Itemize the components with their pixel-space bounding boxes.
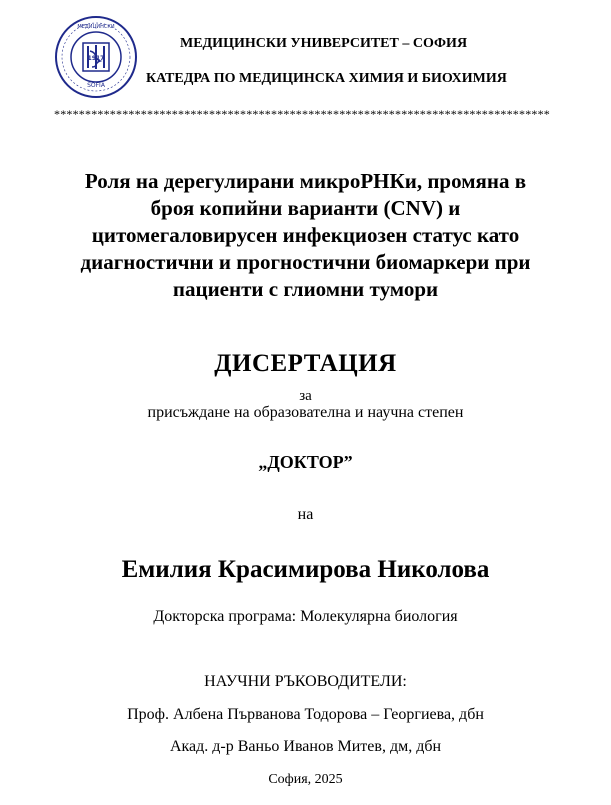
title-line: диагностични и прогностични биомаркери при — [80, 250, 531, 274]
for-text: за — [299, 388, 312, 404]
thesis-heading: ДИСЕРТАЦИЯ — [214, 350, 397, 377]
title-line: цитомегаловирусен инфекциозен статус като — [91, 223, 520, 247]
supervisor-item: Проф. Албена Първанова Тодорова – Георгиева, дбн — [127, 706, 484, 723]
supervisors-heading: НАУЧНИ РЪКОВОДИТЕЛИ: — [204, 673, 407, 690]
svg-text:МЕДИЦИНСКИ: МЕДИЦИНСКИ — [77, 24, 115, 30]
by-text: на — [297, 506, 314, 523]
supervisor-item: Акад. д-р Ваньо Иванов Митев, дм, дбн — [169, 738, 442, 755]
dissertation-title — [40, 168, 571, 303]
title-line: пациенти с глиомни тумори — [172, 277, 439, 301]
university-name: МЕДИЦИНСКИ УНИВЕРСИТЕТ – СОФИЯ — [180, 36, 468, 51]
degree-name: „ДОКТОР” — [258, 452, 353, 472]
award-text: присъждане на образователна и научна степен — [147, 404, 464, 421]
separator-line: ******************************************************************************** — [54, 107, 550, 121]
svg-text:SOFIA: SOFIA — [87, 82, 105, 89]
doctoral-program: Докторска програма: Молекулярна биология — [153, 608, 458, 625]
svg-text:1917: 1917 — [87, 55, 105, 62]
author-name: Емилия Красимирова Николова — [121, 556, 490, 583]
place-year: София, 2025 — [268, 772, 343, 787]
title-line: броя копийни варианти (CNV) и — [150, 196, 461, 220]
title-line: Роля на дерегулирани микроРНКи, промяна в — [84, 169, 527, 193]
university-logo — [54, 15, 138, 99]
department-name: КАТЕДРА ПО МЕДИЦИНСКА ХИМИЯ И БИОХИМИЯ — [146, 71, 507, 86]
university-seal-icon — [54, 15, 138, 99]
